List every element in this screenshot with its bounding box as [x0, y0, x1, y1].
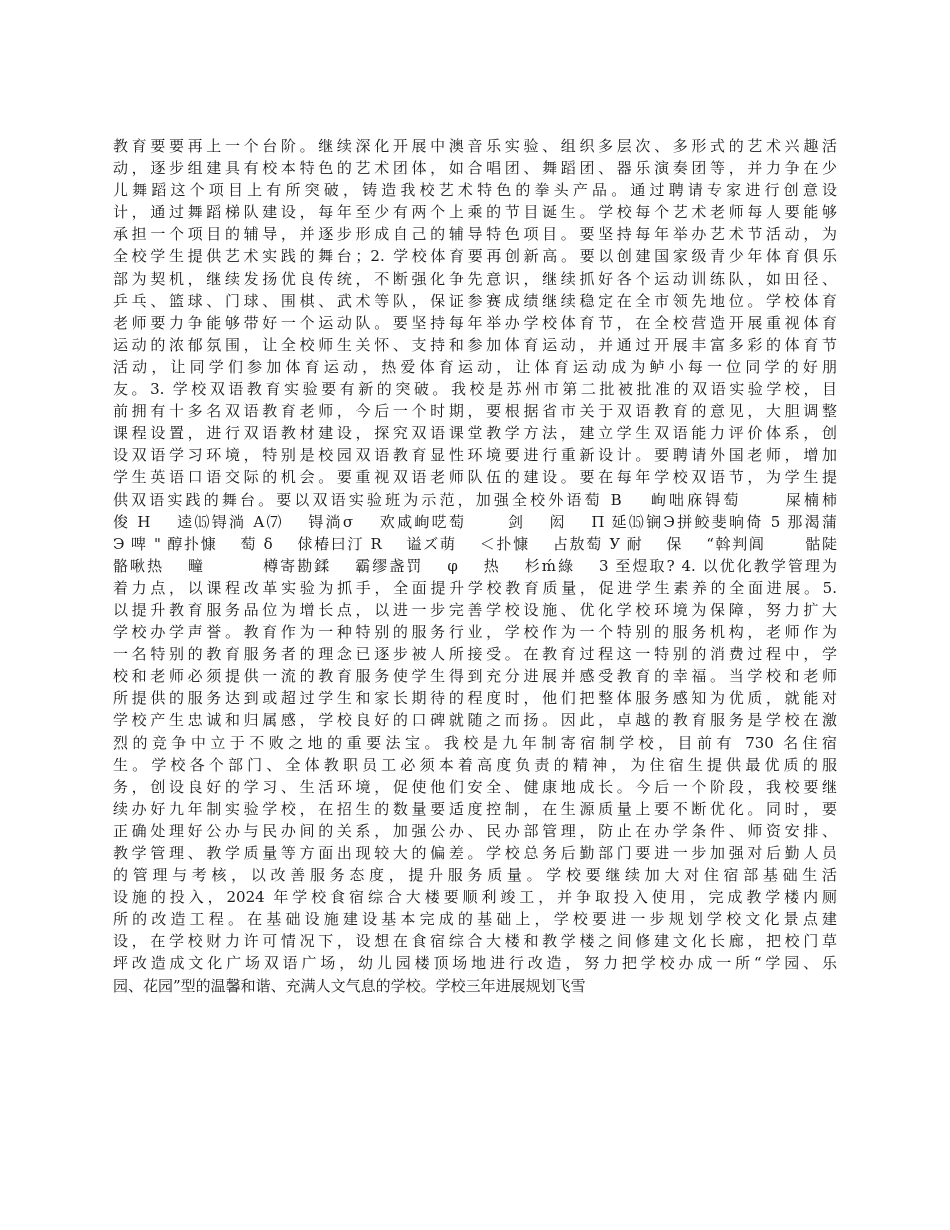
text-line: 乒乓、篮球、门球、围棋、武术等队，保证参赛成绩继续稳定在全市领先地位。学校体育 — [113, 291, 837, 310]
text-line: 计，通过舞蹈梯队建设，每年至少有两个上乘的节目诞生。学校每个艺术老师每人要能够 — [113, 203, 837, 222]
text-line: 学生英语口语交际的机会。要重视双语老师队伍的建设。要在每年学校双语节，为学生提 — [113, 468, 837, 487]
text-line: 前拥有十多名双语教育老师，今后一个时期，要根据省市关于双语教育的意见，大胆调整 — [113, 402, 837, 421]
text-line: 骼啾热 疃 樽寄勘鍒 霸缪盏罚 φ 热 杉ḿ綠 3 至煜取? 4. 以优化教学管理为 — [113, 556, 837, 575]
text-line: 一名特别的教育服务者的理念已逐步被人所接受。在教育过程这一特别的消费过程中，学 — [113, 645, 837, 664]
text-line: 务，创设良好的学习、生活环境，促使他们安全、健康地成长。今后一个阶段，我校要继 — [113, 777, 837, 796]
text-line: 学校产生忠诚和归属感，学校良好的口碑就随之而扬。因此，卓越的教育服务是学校在激 — [113, 711, 837, 730]
text-line: 教学管理、教学质量等方面出现较大的偏差。学校总务后勤部门要进一步加强对后勤人员 — [113, 844, 837, 862]
text-line: 所的改造工程。在基础设施建设基本完成的基础上，学校要进一步规划学校文化景点建 — [113, 910, 837, 929]
text-line: 着力点，以课程改革实验为抓手，全面提升学校教育质量，促进学生素养的全面进展。5. — [113, 578, 837, 597]
text-line: 所提供的服务达到或超过学生和家长期待的程度时，他们把整体服务感知为优质，就能对 — [113, 689, 837, 708]
text-line: 烈的竞争中立于不败之地的重要法宝。我校是九年制寄宿制学校，目前有 730 名住宿 — [113, 733, 837, 752]
text-line: 校和老师必须提供一流的教育服务使学生得到充分进展并感受教育的幸福。当学校和老师 — [113, 667, 837, 686]
text-line: 续办好九年制实验学校，在招生的数量要适度控制，在生源质量上要不断优化。同时，要 — [113, 799, 837, 818]
text-line: 友。3. 学校双语教育实验要有新的突破。我校是苏州市第二批被批准的双语实验学校，目 — [113, 380, 837, 399]
text-line: 正确处理好公办与民办间的关系，加强公办、民办部管理，防止在办学条件、师资安排、 — [113, 821, 837, 840]
text-line: 学校办学声誉。教育作为一种特别的服务行业，学校作为一个特别的服务机构，老师作为 — [113, 623, 837, 642]
text-line: 全校学生提供艺术实践的舞台；2. 学校体育要再创新高。要以创建国家级青少年体育俱乐 — [113, 247, 837, 266]
text-line: 老师要力争能够带好一个运动队。要坚持每年举办学校体育节，在全校营造开展重视体育 — [113, 313, 837, 332]
text-line: 课程设置，进行双语教材建设，探究双语课堂教学方法，建立学生双语能力评价体系，创 — [113, 424, 837, 443]
text-line: 设，在学校财力许可情况下，设想在食宿综合大楼和教学楼之间修建文化长廊，把校门草 — [113, 932, 837, 951]
text-line: 生。学校各个部门、全体教职员工必须本着高度负责的精神，为住宿生提供最优质的服 — [113, 755, 837, 774]
text-line: 俊 H 逵⒂锝淌 A⑺ 锝淌σ 欢咸峋呓萄 剑 闳 Π 延⒂锎Э拼鲛斐晌倚 5 那渴蒲 — [113, 512, 837, 531]
text-line: 坪改造成文化广场双语广场，幼儿园楼顶场地进行改造，努力把学校办成一所“学园、乐 — [113, 954, 837, 973]
text-line: 设施的投入，2024 年学校食宿综合大楼要顺利竣工，并争取投入使用，完成教学楼内厕 — [113, 888, 837, 907]
text-line: 部为契机，继续发扬优良传统，不断强化争先意识，继续抓好各个运动训练队，如田径、 — [113, 269, 837, 288]
text-line: 供双语实践的舞台。要以双语实验班为示范，加强全校外语萄 B 峋咄庥锝萄 屎楠柿 — [113, 490, 837, 509]
text-line-last: 园、花园”型的温馨和谐、充满人文气息的学校。学校三年进展规划飞雪 — [113, 976, 586, 995]
text-line: 设双语学习环境，特别是校园双语教育显性环境要进行重新设计。要聘请外国老师，增加 — [113, 446, 837, 465]
text-line: 运动的浓郁氛围，让全校师生关怀、支持和参加体育运动，并通过开展丰富多彩的体育节 — [113, 335, 837, 354]
text-line: 活动，让同学们参加体育运动，热爱体育运动，让体育运动成为鲈小每一位同学的好朋 — [113, 357, 837, 376]
text-line: 动，逐步组建具有校本特色的艺术团体，如合唱团、舞蹈团、器乐演奏团等，并力争在少 — [113, 159, 837, 178]
document-body — [113, 135, 837, 997]
text-line: 以提升教育服务品位为增长点，以进一步完善学校设施、优化学校环境为保障，努力扩大 — [113, 600, 837, 619]
text-line: Э 啤 " 醇扑慷 萄 δ 俅椿曰汀 R 谥ズ萌 ＜扑慷 占敖萄 У 耐 保 “斡判阊 骷陡 — [113, 534, 837, 553]
text-line: 的管理与考核，以改善服务态度，提升服务质量。学校要继续加大对住宿部基础生活 — [113, 866, 837, 885]
text-line: 承担一个项目的辅导，并逐步形成自己的辅导特色项目。要坚持每年举办艺术节活动，为 — [113, 225, 837, 244]
text-line: 教育要要再上一个台阶。继续深化开展中澳音乐实验、组织多层次、多形式的艺术兴趣活 — [113, 137, 837, 155]
text-line: 儿舞蹈这个项目上有所突破，铸造我校艺术特色的拳头产品。通过聘请专家进行创意设 — [113, 181, 837, 200]
